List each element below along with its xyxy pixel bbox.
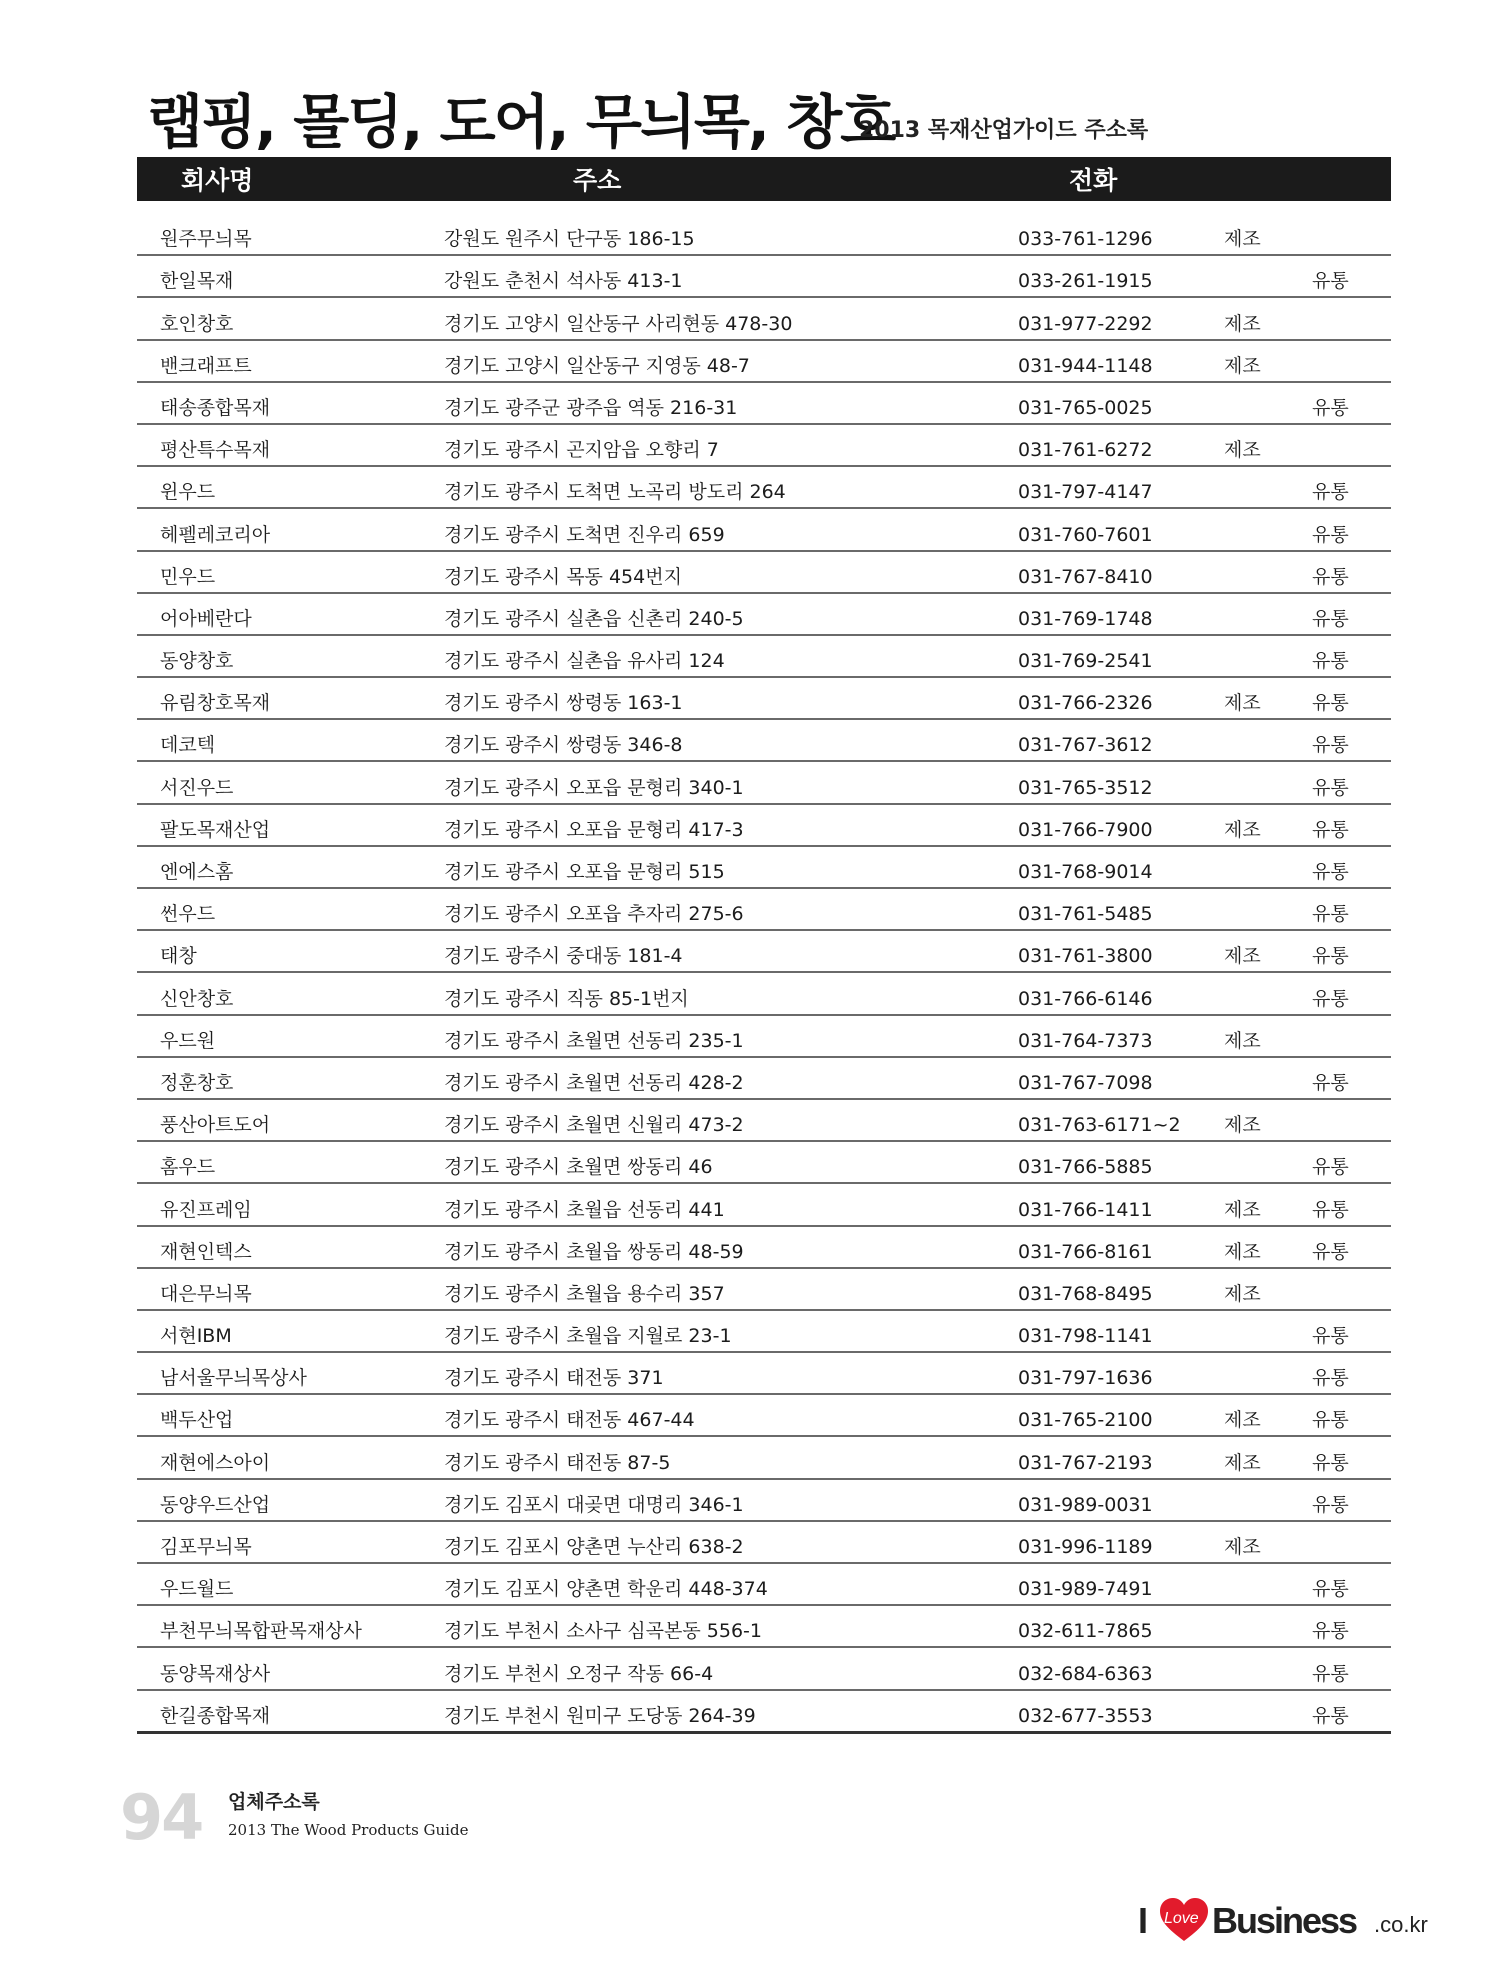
table-row [137, 1227, 1391, 1269]
manufacturer-tag: 제조 [1224, 692, 1261, 715]
table-row [137, 762, 1391, 804]
company-phone: 031-765-2100 [1018, 1409, 1153, 1432]
company-name: 태창 [160, 945, 197, 968]
company-address: 경기도 부천시 소사구 심곡본동 556-1 [444, 1620, 762, 1643]
distributor-tag: 유통 [1312, 1662, 1349, 1685]
company-phone: 032-684-6363 [1018, 1662, 1153, 1685]
table-row [137, 1480, 1391, 1522]
company-address: 경기도 광주시 초월면 선동리 235-1 [444, 1029, 744, 1052]
page-title: 랩핑, 몰딩, 도어, 무늬목, 창호 [147, 88, 895, 156]
distributor-tag: 유통 [1312, 1620, 1349, 1643]
company-address: 경기도 김포시 양촌면 학운리 448-374 [444, 1578, 768, 1601]
company-name: 썬우드 [160, 903, 216, 926]
company-name: 윈우드 [160, 481, 216, 504]
distributor-tag: 유통 [1312, 1493, 1349, 1516]
table-row [137, 552, 1391, 594]
column-header-name: 회사명 [181, 166, 254, 195]
table-row [137, 256, 1391, 298]
company-phone: 031-996-1189 [1018, 1536, 1153, 1558]
company-address: 경기도 광주시 초월읍 쌍동리 48-59 [444, 1240, 744, 1263]
company-address: 경기도 광주시 쌍령동 346-8 [444, 734, 683, 757]
distributor-tag: 유통 [1312, 945, 1349, 968]
company-address: 경기도 광주시 중대동 181-4 [444, 945, 683, 968]
title-area [147, 88, 1387, 156]
company-name: 풍산아트도어 [160, 1114, 271, 1137]
table-row [137, 1142, 1391, 1184]
manufacturer-tag: 제조 [1224, 1198, 1261, 1221]
company-address: 경기도 광주시 초월읍 지월로 23-1 [444, 1325, 732, 1348]
table-row [137, 805, 1391, 847]
company-name: 서진우드 [160, 776, 234, 799]
table-row [137, 425, 1391, 467]
table-row [137, 1058, 1391, 1100]
table-row [137, 889, 1391, 931]
company-phone: 032-677-3553 [1018, 1704, 1153, 1727]
distributor-tag: 유통 [1312, 1578, 1349, 1601]
distributor-tag: 유통 [1312, 523, 1349, 546]
company-phone: 031-767-7098 [1018, 1071, 1153, 1094]
company-name: 우드월드 [160, 1578, 234, 1601]
footer-guide-title: 2013 The Wood Products Guide [228, 1821, 469, 1839]
company-address: 경기도 김포시 양촌면 누산리 638-2 [444, 1536, 744, 1558]
company-phone: 031-797-4147 [1018, 481, 1153, 504]
company-name: 유진프레임 [160, 1198, 252, 1221]
company-phone: 033-761-1296 [1018, 228, 1153, 251]
company-address: 경기도 광주시 실촌읍 신촌리 240-5 [444, 607, 744, 630]
table-row [137, 678, 1391, 720]
company-address: 경기도 광주시 도척면 노곡리 방도리 264 [444, 481, 786, 504]
company-address: 경기도 광주시 초월면 신월리 473-2 [444, 1114, 744, 1137]
company-phone: 033-261-1915 [1018, 270, 1153, 293]
company-name: 헤펠레코리아 [160, 523, 271, 546]
table-row [137, 1437, 1391, 1479]
column-header-address: 주소 [573, 166, 622, 195]
table-row [137, 1016, 1391, 1058]
table-row [137, 509, 1391, 551]
company-name: 대은무늬목 [160, 1282, 252, 1305]
company-phone: 031-761-6272 [1018, 439, 1153, 462]
table-row [137, 383, 1391, 425]
manufacturer-tag: 제조 [1224, 1282, 1261, 1305]
company-name: 동양창호 [160, 650, 234, 673]
company-phone: 031-765-3512 [1018, 776, 1153, 799]
distributor-tag: 유통 [1312, 1071, 1349, 1094]
company-address: 경기도 광주시 초월면 쌍동리 46 [444, 1156, 713, 1179]
distributor-tag: 유통 [1312, 650, 1349, 673]
distributor-tag: 유통 [1312, 861, 1349, 883]
distributor-tag: 유통 [1312, 903, 1349, 926]
distributor-tag: 유통 [1312, 481, 1349, 504]
company-name: 데코텍 [160, 734, 216, 757]
distributor-tag: 유통 [1312, 1367, 1349, 1390]
company-address: 경기도 고양시 일산동구 사리현동 478-30 [444, 312, 793, 335]
table-row [137, 341, 1391, 383]
ilovebusiness-logo [1138, 1897, 1468, 1947]
company-address: 경기도 광주시 직동 85-1번지 [444, 987, 689, 1010]
company-phone: 031-764-7373 [1018, 1029, 1153, 1052]
company-name: 한일목재 [160, 270, 234, 293]
table-row [137, 298, 1391, 340]
distributor-tag: 유통 [1312, 1240, 1349, 1263]
distributor-tag: 유통 [1312, 734, 1349, 757]
company-address: 경기도 광주시 오포읍 문형리 417-3 [444, 818, 744, 841]
company-phone: 031-944-1148 [1018, 354, 1153, 377]
table-row [137, 973, 1391, 1015]
company-name: 재현인텍스 [160, 1240, 252, 1263]
company-name: 어아베란다 [160, 607, 252, 630]
company-name: 원주무늬목 [160, 228, 252, 251]
logo-business-text: Business [1212, 1900, 1357, 1941]
table-row [137, 1606, 1391, 1648]
company-address: 경기도 광주군 광주읍 역동 216-31 [444, 396, 738, 419]
company-phone: 031-766-8161 [1018, 1240, 1153, 1263]
logo-domain-text: .co.kr [1374, 1912, 1428, 1937]
table-row [137, 1691, 1391, 1734]
table-row [137, 467, 1391, 509]
company-phone: 031-767-2193 [1018, 1451, 1153, 1474]
manufacturer-tag: 제조 [1224, 1240, 1261, 1263]
table-row [137, 720, 1391, 762]
company-address: 경기도 광주시 태전동 371 [444, 1367, 664, 1390]
company-phone: 031-761-5485 [1018, 903, 1153, 926]
company-name: 팔도목재산업 [160, 818, 271, 841]
company-phone: 031-767-8410 [1018, 565, 1153, 588]
distributor-tag: 유통 [1312, 987, 1349, 1010]
company-name: 호인창호 [160, 312, 234, 335]
manufacturer-tag: 제조 [1224, 1114, 1261, 1137]
manufacturer-tag: 제조 [1224, 1451, 1261, 1474]
distributor-tag: 유통 [1312, 1704, 1349, 1727]
table-row [137, 594, 1391, 636]
company-phone: 031-766-6146 [1018, 987, 1153, 1010]
company-name: 민우드 [160, 565, 216, 588]
company-address: 경기도 광주시 초월읍 용수리 357 [444, 1282, 725, 1305]
company-phone: 031-989-7491 [1018, 1578, 1153, 1601]
company-address: 경기도 광주시 초월읍 선동리 441 [444, 1198, 725, 1221]
distributor-tag: 유통 [1312, 607, 1349, 630]
table-row [137, 1353, 1391, 1395]
company-address: 강원도 춘천시 석사동 413-1 [444, 270, 683, 293]
company-address: 경기도 광주시 오포읍 문형리 515 [444, 861, 725, 883]
company-phone: 031-760-7601 [1018, 523, 1153, 546]
manufacturer-tag: 제조 [1224, 945, 1261, 968]
company-address: 경기도 광주시 오포읍 추자리 275-6 [444, 903, 744, 926]
company-address: 경기도 광주시 실촌읍 유사리 124 [444, 650, 725, 673]
table-row [137, 1100, 1391, 1142]
company-phone: 031-977-2292 [1018, 312, 1153, 335]
manufacturer-tag: 제조 [1224, 354, 1261, 377]
distributor-tag: 유통 [1312, 396, 1349, 419]
table-row [137, 636, 1391, 678]
company-name: 밴크래프트 [160, 354, 252, 377]
company-name: 태송종합목재 [160, 396, 271, 419]
company-name: 재현에스아이 [160, 1451, 271, 1474]
company-phone: 031-769-1748 [1018, 607, 1153, 630]
table-row [137, 1311, 1391, 1353]
table-row [137, 1564, 1391, 1606]
footer-section-title: 업체주소록 [228, 1791, 320, 1813]
company-address: 강원도 원주시 단구동 186-15 [444, 228, 695, 251]
company-phone: 031-797-1636 [1018, 1367, 1153, 1390]
company-phone: 031-761-3800 [1018, 945, 1153, 968]
table-row [137, 1522, 1391, 1564]
company-name: 백두산업 [160, 1409, 234, 1432]
company-address: 경기도 고양시 일산동구 지영동 48-7 [444, 354, 750, 377]
company-phone: 032-611-7865 [1018, 1620, 1153, 1643]
distributor-tag: 유통 [1312, 692, 1349, 715]
company-name: 평산특수목재 [160, 439, 271, 462]
table-header [137, 157, 1391, 201]
company-name: 정훈창호 [160, 1071, 234, 1094]
company-name: 동양우드산업 [160, 1493, 271, 1516]
company-address: 경기도 광주시 곤지암읍 오향리 7 [444, 439, 719, 462]
manufacturer-tag: 제조 [1224, 1409, 1261, 1432]
company-name: 김포무늬목 [160, 1536, 252, 1558]
distributor-tag: 유통 [1312, 776, 1349, 799]
table-row [137, 214, 1391, 256]
company-phone: 031-769-2541 [1018, 650, 1153, 673]
company-phone: 031-766-2326 [1018, 692, 1153, 715]
table-row [137, 1648, 1391, 1690]
company-phone: 031-768-8495 [1018, 1282, 1153, 1305]
company-address: 경기도 광주시 쌍령동 163-1 [444, 692, 683, 715]
manufacturer-tag: 제조 [1224, 439, 1261, 462]
company-address: 경기도 부천시 원미구 도당동 264-39 [444, 1704, 756, 1727]
column-header-phone: 전화 [1069, 166, 1118, 195]
table-row [137, 1269, 1391, 1311]
company-name: 부천무늬목합판목재상사 [160, 1620, 362, 1643]
company-address: 경기도 광주시 도척면 진우리 659 [444, 523, 725, 546]
company-address: 경기도 김포시 대곶면 대명리 346-1 [444, 1493, 744, 1516]
company-name: 유림창호목재 [160, 692, 271, 715]
company-phone: 031-766-7900 [1018, 818, 1153, 841]
distributor-tag: 유통 [1312, 818, 1349, 841]
company-phone: 031-798-1141 [1018, 1325, 1153, 1348]
table-row [137, 1184, 1391, 1226]
distributor-tag: 유통 [1312, 1198, 1349, 1221]
company-address: 경기도 광주시 오포읍 문형리 340-1 [444, 776, 744, 799]
logo-i-text: I [1138, 1900, 1149, 1941]
table-row [137, 847, 1391, 889]
page-subtitle: 2013 목재산업가이드 주소록 [859, 118, 1149, 143]
manufacturer-tag: 제조 [1224, 228, 1261, 251]
company-phone: 031-768-9014 [1018, 861, 1153, 883]
manufacturer-tag: 제조 [1224, 312, 1261, 335]
manufacturer-tag: 제조 [1224, 1536, 1261, 1558]
table-row [137, 931, 1391, 973]
manufacturer-tag: 제조 [1224, 818, 1261, 841]
distributor-tag: 유통 [1312, 1325, 1349, 1348]
company-phone: 031-766-5885 [1018, 1156, 1153, 1179]
table-row [137, 1395, 1391, 1437]
company-name: 신안창호 [160, 987, 234, 1010]
company-phone: 031-767-3612 [1018, 734, 1153, 757]
distributor-tag: 유통 [1312, 1156, 1349, 1179]
company-name: 엔에스홈 [160, 861, 234, 883]
company-address: 경기도 광주시 태전동 467-44 [444, 1409, 695, 1432]
company-address: 경기도 광주시 초월면 선동리 428-2 [444, 1071, 744, 1094]
distributor-tag: 유통 [1312, 270, 1349, 293]
directory-table [137, 214, 1391, 1734]
company-name: 우드원 [160, 1029, 216, 1052]
distributor-tag: 유통 [1312, 1409, 1349, 1432]
distributor-tag: 유통 [1312, 1451, 1349, 1474]
company-address: 경기도 부천시 오정구 작동 66-4 [444, 1662, 714, 1685]
company-address: 경기도 광주시 태전동 87-5 [444, 1451, 671, 1474]
manufacturer-tag: 제조 [1224, 1029, 1261, 1052]
company-address: 경기도 광주시 목동 454번지 [444, 565, 682, 588]
company-name: 한길종합목재 [160, 1704, 271, 1727]
company-name: 동양목재상사 [160, 1662, 271, 1685]
page-number: 94 [120, 1781, 203, 1854]
logo-love-text: Love [1164, 1910, 1199, 1927]
company-phone: 031-989-0031 [1018, 1493, 1153, 1516]
company-phone: 031-766-1411 [1018, 1198, 1153, 1221]
company-name: 남서울무늬목상사 [160, 1367, 307, 1390]
company-phone: 031-765-0025 [1018, 396, 1153, 419]
distributor-tag: 유통 [1312, 565, 1349, 588]
company-phone: 031-763-6171~2 [1018, 1114, 1181, 1137]
company-name: 홈우드 [160, 1156, 216, 1179]
company-name: 서현IBM [160, 1325, 232, 1348]
